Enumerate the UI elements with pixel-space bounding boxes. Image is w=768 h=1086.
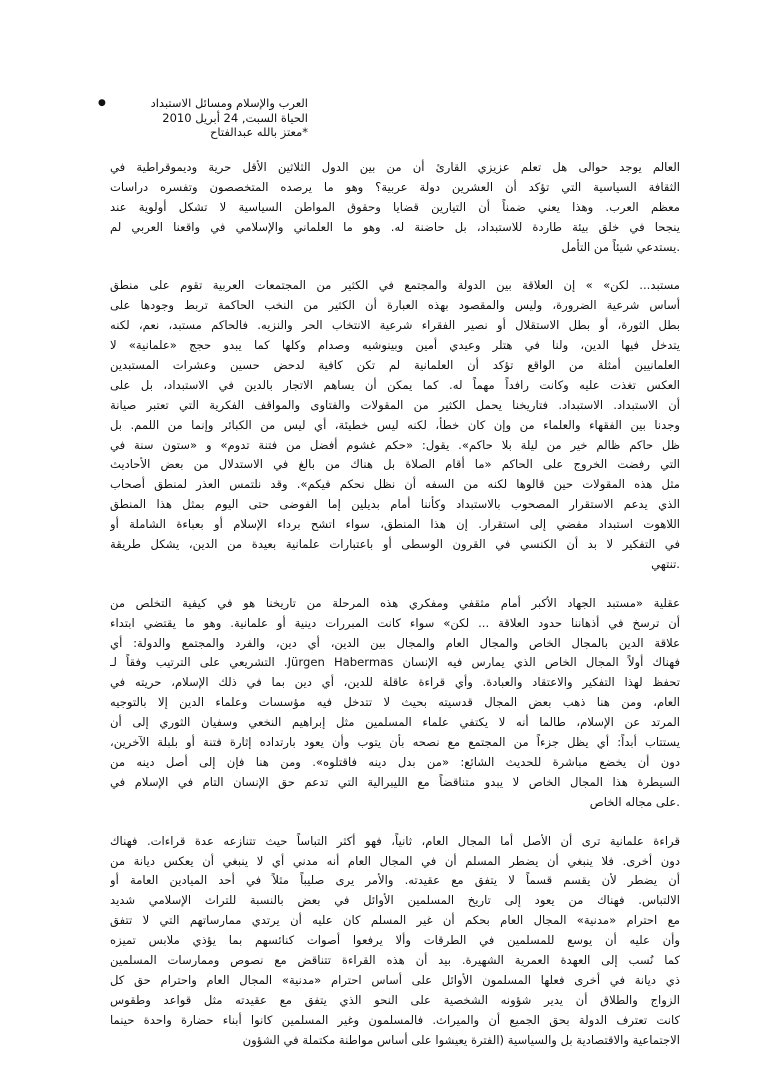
text-line: كانت تعترف الدولة بحق الجميع أن والميراث. فالمسلمون وغير المسلمين كانوا أبناء حضارة واحدة حينما: [110, 1012, 680, 1027]
text-line: تحفظ لهذا التفكير والاعتقاد والعبادة. وأي قراءة عاقلة للدين، أي دين بما في ذلك الإسلام، حريته في: [110, 675, 680, 690]
text-line: وجدنا بين الفقهاء والعلماء من وإن كان خطأ، لكنه ليس خطيئة، أي ليس من الكبائر وإنما من اللمم. بل: [110, 417, 680, 432]
text-line: الذي يدعم الاستقرار المصحوب بالاستبداد وكأننا أمام بديلين إما الفوضى حتى اليوم بمثل هذا المنطق: [110, 497, 680, 512]
text-line: .على مجاله الخاص: [589, 794, 680, 809]
text-line: الثقافة السياسية التي تؤكد أن العشرين دولة عربية؟ وهو ما يرصده المتخصصون وتفسره دراسات: [110, 179, 680, 194]
text-line: دون أن يخضع مباشرة للحديث الشائع: «من بدل دينه فاقتلوه». ومن هنا فإن إلى أصل دينه من: [110, 754, 680, 769]
text-line: عقلية «مستبد الجهاد الأكبر أمام مثقفي ومفكري هذه المرحلة من تاريخنا هو في كيفية التخلص من: [110, 595, 680, 610]
article-author: *معتز بالله عبدالفتاح: [209, 125, 308, 139]
text-line: أن ترسخ في أذهاننا حدود العلاقة ... لكن» سواء كانت المبررات دينية أو علمانية. وهو ما يقتضي ابتداء: [110, 615, 680, 630]
paragraph: [110, 158, 680, 257]
text-line: كما نُسب إلى العهدة العمرية الشهيرة. بيد أن هذه القراءة تتناقض مع نصوص وممارسات المسلمين: [110, 952, 680, 967]
text-line: بطل الثورة، أو بطل الاستقلال أو نصير الفقراء شرعية الانتخاب الحر والنزيه. فالحاكم مستبد، نعم، لكنه: [110, 318, 680, 333]
paragraph: [110, 276, 680, 574]
text-line: اللاهوت استبداد مفضي إلى استقرار. إن هذا المنطق، سواء اتشح برداء الإسلام أو بعباءة الشاملة أو: [110, 517, 680, 532]
text-line: يستتاب أبداً: أي يظل جزءاً من المجتمع مع نصحه بأن يتوب وأن يعود بارتداده إثارة فتنة أو بلبلة الآخرين،: [110, 735, 680, 750]
text-line: المرتد عن الإسلام، طالما أنه لا يكتفي علماء المسلمين مثل إبراهيم النخعي وسفيان الثوري إلى أن: [110, 715, 680, 730]
text-line: الاجتماعية والاقتصادية بل والسياسية (الفترة يعيشوا على أساس مواطنة مكتملة في الشؤون: [242, 1032, 680, 1047]
article-header: [98, 96, 358, 140]
text-line: ينجحا في خلق بيئة طاردة للاستبداد، بل حاضنة له. وهو ما العلماني والإسلامي في واقعنا العربي لم: [110, 219, 680, 234]
text-line: معظم العرب. وهذا يعني ضمناً أن التيارين قضايا وحقوق المواطن السياسية لا تشكل أولوية عند: [110, 199, 680, 214]
text-line: أن الاستبداد. الاستبداد. فتاريخنا يحمل الكثير من المقولات والفتاوى والمواقف الفكرية التي تعتبر صيانة: [110, 397, 680, 412]
text-line: وأن عليه أن يوسع للمسلمين في الطرقات وألا يرفعوا أصوات كنائسهم بما يؤذي ملابس تميزه: [110, 933, 680, 948]
text-line: دون أخرى. فلا ينبغي أن يضطر المسلم أن في المجال العام أنه مدني أي لا ينبغي أن يعكس ديانة من: [110, 853, 680, 868]
text-line: العلمانيين أمثلة من الواقع تؤكد أن العلمانية لم تكن كافية لدحض حسين وعشرات المستبدين: [110, 358, 680, 373]
text-line: أساس شرعية الضرورة، وليس والمقصود بهذه العبارة أن الكثير من النخب الحاكمة تربط وجودها على: [110, 298, 680, 313]
text-line: مستبد... لكن» » إن العلاقة بين الدولة والمجتمع في الكثير من المجتمعات العربية تقوم على منطق: [110, 278, 680, 293]
text-line: علاقة الدين بالمجال الخاص والمجال العام والمجال بين الدين، أي دين، والفرد والمجتمع والدولة: أي: [110, 635, 680, 650]
bullet-icon: ●: [98, 98, 106, 108]
article-title: العرب والإسلام ومسائل الاستبداد: [150, 96, 308, 110]
text-line: فهناك أولاً المجال الخاص الذي يمارس فيه الإنسان Jürgen Habermas. التشريعي على الترتيب وفقاً لـ: [110, 655, 680, 670]
text-line: ظل حاكم ظالم خير من ليلة بلا حاكم». يقول: «حكم غشوم أفضل من فتنة تدوم» و «ستون سنة في: [110, 437, 680, 452]
text-line: العكس تغذت عليه وكانت رافداً مهماً له. كما يمكن أن يساهم الاتجار بالدين في الاستبداد، بل على: [110, 377, 680, 392]
text-line: .تنتهي: [651, 556, 680, 571]
text-line: التي رفضت الخروج على الحاكم «ما أقام الصلاة بل هناك من بالغ في الاستدلال من بعض الأحاديث: [110, 457, 680, 472]
text-line: السيطرة هذا المجال الخاص لا يبدو متناقضاً مع الليبرالية التي تدعم حق الإنسان التام في الإسلام في: [110, 774, 680, 789]
text-line: ذي ديانة في أخرى فعلها المسلمون الأوائل على أساس احترام «مدنية» المجال العام واحترام حق كل: [110, 972, 680, 987]
text-line: يتدخل فيها الدين، ولنا في هتلر وعيدي أمين وبينوشيه وصدام وكلها كما يبدو حجج «علمانية» لا: [110, 338, 680, 353]
text-line: قراءة علمانية ترى أن الأصل أما المجال العام، ثانياً، فهو أكثر التباساً حيث تتنازعه عدة قراءات. فهناك: [110, 833, 680, 848]
article-date: الحياة السبت, 24 أبريل 2010: [162, 110, 308, 125]
text-line: .يستدعي شيئاً من التأمل: [561, 239, 680, 254]
paragraph: [110, 832, 680, 1051]
text-line: الالتباس. فهناك من يعود إلى تاريخ المسلمين الأوائل في بعض بالنسبة للتراث الإسلامي شديد: [110, 893, 680, 908]
text-line: مع احترام «مدنية» المجال العام بحكم أن غير المسلم كان عليه أن يرتدي ممارساتهم التي لا تتفق: [110, 913, 680, 928]
text-line: العام، ومن هنا ذهب بعض المجال قدسيته بحيث لا تتدخل فيه مؤسسات وعلماء الدين إلا بالتوجيه: [110, 695, 680, 710]
text-line: مثل هذه المقولات حين قالوها لكنه من السفه أن نظل نحكم فيكم». وقد نلتمس العذر لمنطق أصحاب: [110, 477, 680, 492]
text-line: الزواج والطلاق أن يدير شؤونه الشخصية على النحو الذي يتفق مع عقيدته مثل قواعد وطقوس: [110, 992, 680, 1007]
text-line: أن يضطر لأن يقسم قسماً لا يتفق مع عقيدته. والأمر يرى صليباً مثلاً في أحد الميادين العامة أو: [110, 873, 680, 888]
text-line: في التفكير لا بد أن الكنسي في القرون الوسطى أو باعتبارات علمانية بعيدة من الدين، يشكل طريقة: [110, 537, 680, 552]
text-line: العالم يوجد حوالى هل تعلم عزيزي القارئ أن من بين الدول الثلاثين الأقل حرية وديموقراطية في: [110, 160, 680, 174]
paragraph: [110, 594, 680, 813]
article-body: [110, 158, 680, 1069]
